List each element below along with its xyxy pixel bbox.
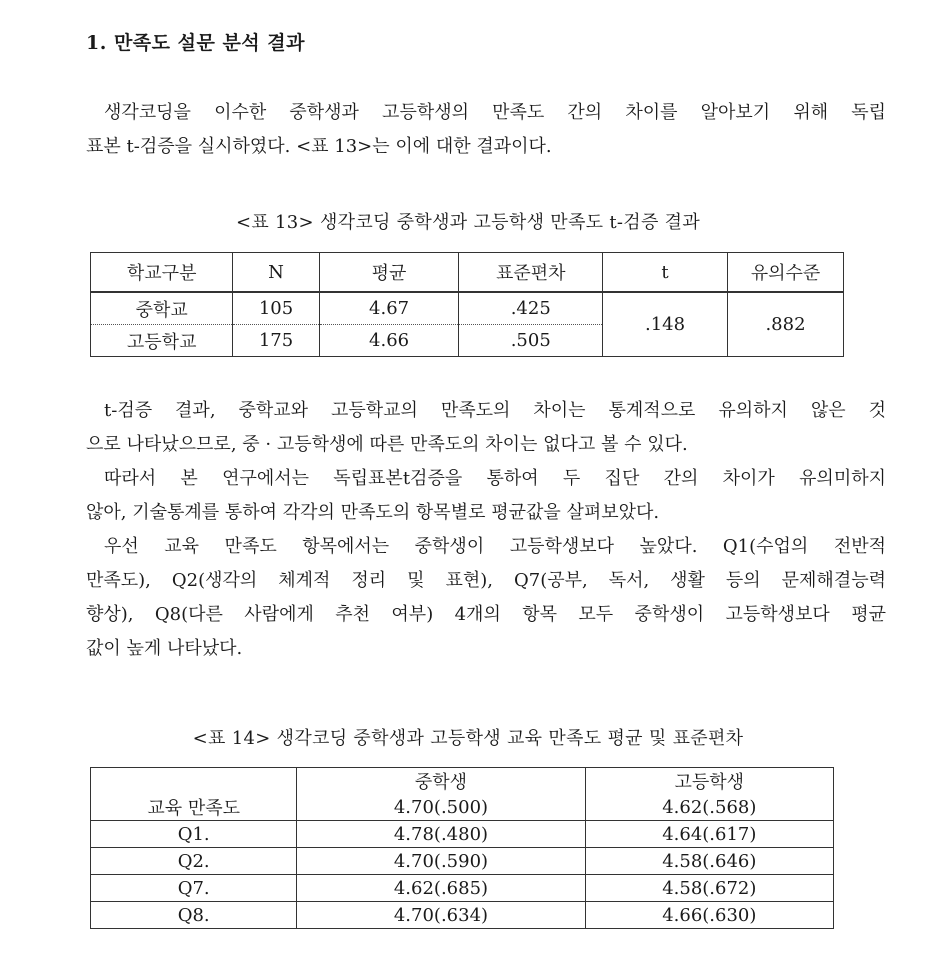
paragraph-line: 생각코딩을 이수한 중학생과 고등학생의 만족도 간의 차이를 알아보기 위해 독립	[104, 102, 886, 123]
cell-n: 175	[233, 325, 319, 357]
cell-middle: 4.62(.685)	[297, 875, 585, 902]
header-sd: 표준편차	[459, 253, 603, 293]
paragraph-line: 표본 t-검증을 실시하였다. <표 13>는 이에 대한 결과이다.	[86, 136, 552, 157]
cell-label: Q8.	[91, 902, 297, 929]
paragraph-line: 우선 교육 만족도 항목에서는 중학생이 고등학생보다 높았다. Q1(수업의 전반적	[104, 536, 886, 557]
paragraph-line: t-검증 결과, 중학교와 고등학교의 만족도의 차이는 통계적으로 유의하지 않은 것	[104, 400, 886, 421]
cell-mean: 4.66	[319, 325, 459, 357]
cell-high: 4.62(.568)	[585, 794, 833, 821]
header-sig: 유의수준	[727, 253, 843, 293]
table-header-row	[91, 768, 834, 795]
cell-sd: .425	[459, 292, 603, 325]
table-header-row	[91, 253, 844, 293]
cell-label: Q1.	[91, 821, 297, 848]
cell-middle: 4.70(.500)	[297, 794, 585, 821]
table-row	[91, 821, 834, 848]
cell-label: 교육 만족도	[91, 794, 297, 821]
cell-middle: 4.70(.634)	[297, 902, 585, 929]
cell-label: Q2.	[91, 848, 297, 875]
header-mean: 평균	[319, 253, 459, 293]
cell-middle: 4.70(.590)	[297, 848, 585, 875]
cell-sig: .882	[727, 292, 843, 357]
table-14-caption: <표 14> 생각코딩 중학생과 고등학생 교육 만족도 평균 및 표준편차	[192, 728, 744, 749]
paragraph-line: 따라서 본 연구에서는 독립표본t검증을 통하여 두 집단 간의 차이가 유의미하지	[104, 468, 886, 489]
header-blank	[91, 768, 297, 795]
header-school: 학교구분	[91, 253, 233, 293]
header-t: t	[603, 253, 728, 293]
cell-high: 4.58(.646)	[585, 848, 833, 875]
cell-label: Q7.	[91, 875, 297, 902]
paragraph-line: 값이 높게 나타났다.	[86, 638, 243, 659]
header-n: N	[233, 253, 319, 293]
cell-school: 중학교	[91, 292, 233, 325]
table-row	[91, 794, 834, 821]
table-13	[90, 252, 844, 357]
table-row	[91, 902, 834, 929]
cell-mean: 4.67	[319, 292, 459, 325]
cell-middle: 4.78(.480)	[297, 821, 585, 848]
intro-paragraph	[86, 96, 886, 164]
cell-sd: .505	[459, 325, 603, 357]
section-heading: 1. 만족도 설문 분석 결과	[86, 32, 305, 54]
cell-high: 4.64(.617)	[585, 821, 833, 848]
header-high: 고등학생	[585, 768, 833, 795]
cell-high: 4.66(.630)	[585, 902, 833, 929]
table-row	[91, 292, 844, 325]
header-middle: 중학생	[297, 768, 585, 795]
cell-school: 고등학교	[91, 325, 233, 357]
cell-t: .148	[603, 292, 728, 357]
paragraph-line: 만족도), Q2(생각의 체계적 정리 및 표현), Q7(공부, 독서, 생활 등의 문제해결능력	[86, 570, 886, 591]
table-row	[91, 875, 834, 902]
paragraph-line: 향상), Q8(다른 사람에게 추천 여부) 4개의 항목 모두 중학생이 고등학생보다 평균	[86, 604, 886, 625]
table-14	[90, 767, 834, 929]
paragraph-line: 으로 나타났으므로, 중 · 고등학생에 따른 만족도의 차이는 없다고 볼 수 있다.	[86, 434, 688, 455]
table-row	[91, 848, 834, 875]
paragraph-line: 않아, 기술통계를 통하여 각각의 만족도의 항목별로 평균값을 살펴보았다.	[86, 502, 660, 523]
cell-high: 4.58(.672)	[585, 875, 833, 902]
table-13-caption: <표 13> 생각코딩 중학생과 고등학생 만족도 t-검증 결과	[235, 212, 701, 233]
cell-n: 105	[233, 292, 319, 325]
results-paragraph	[86, 394, 886, 666]
